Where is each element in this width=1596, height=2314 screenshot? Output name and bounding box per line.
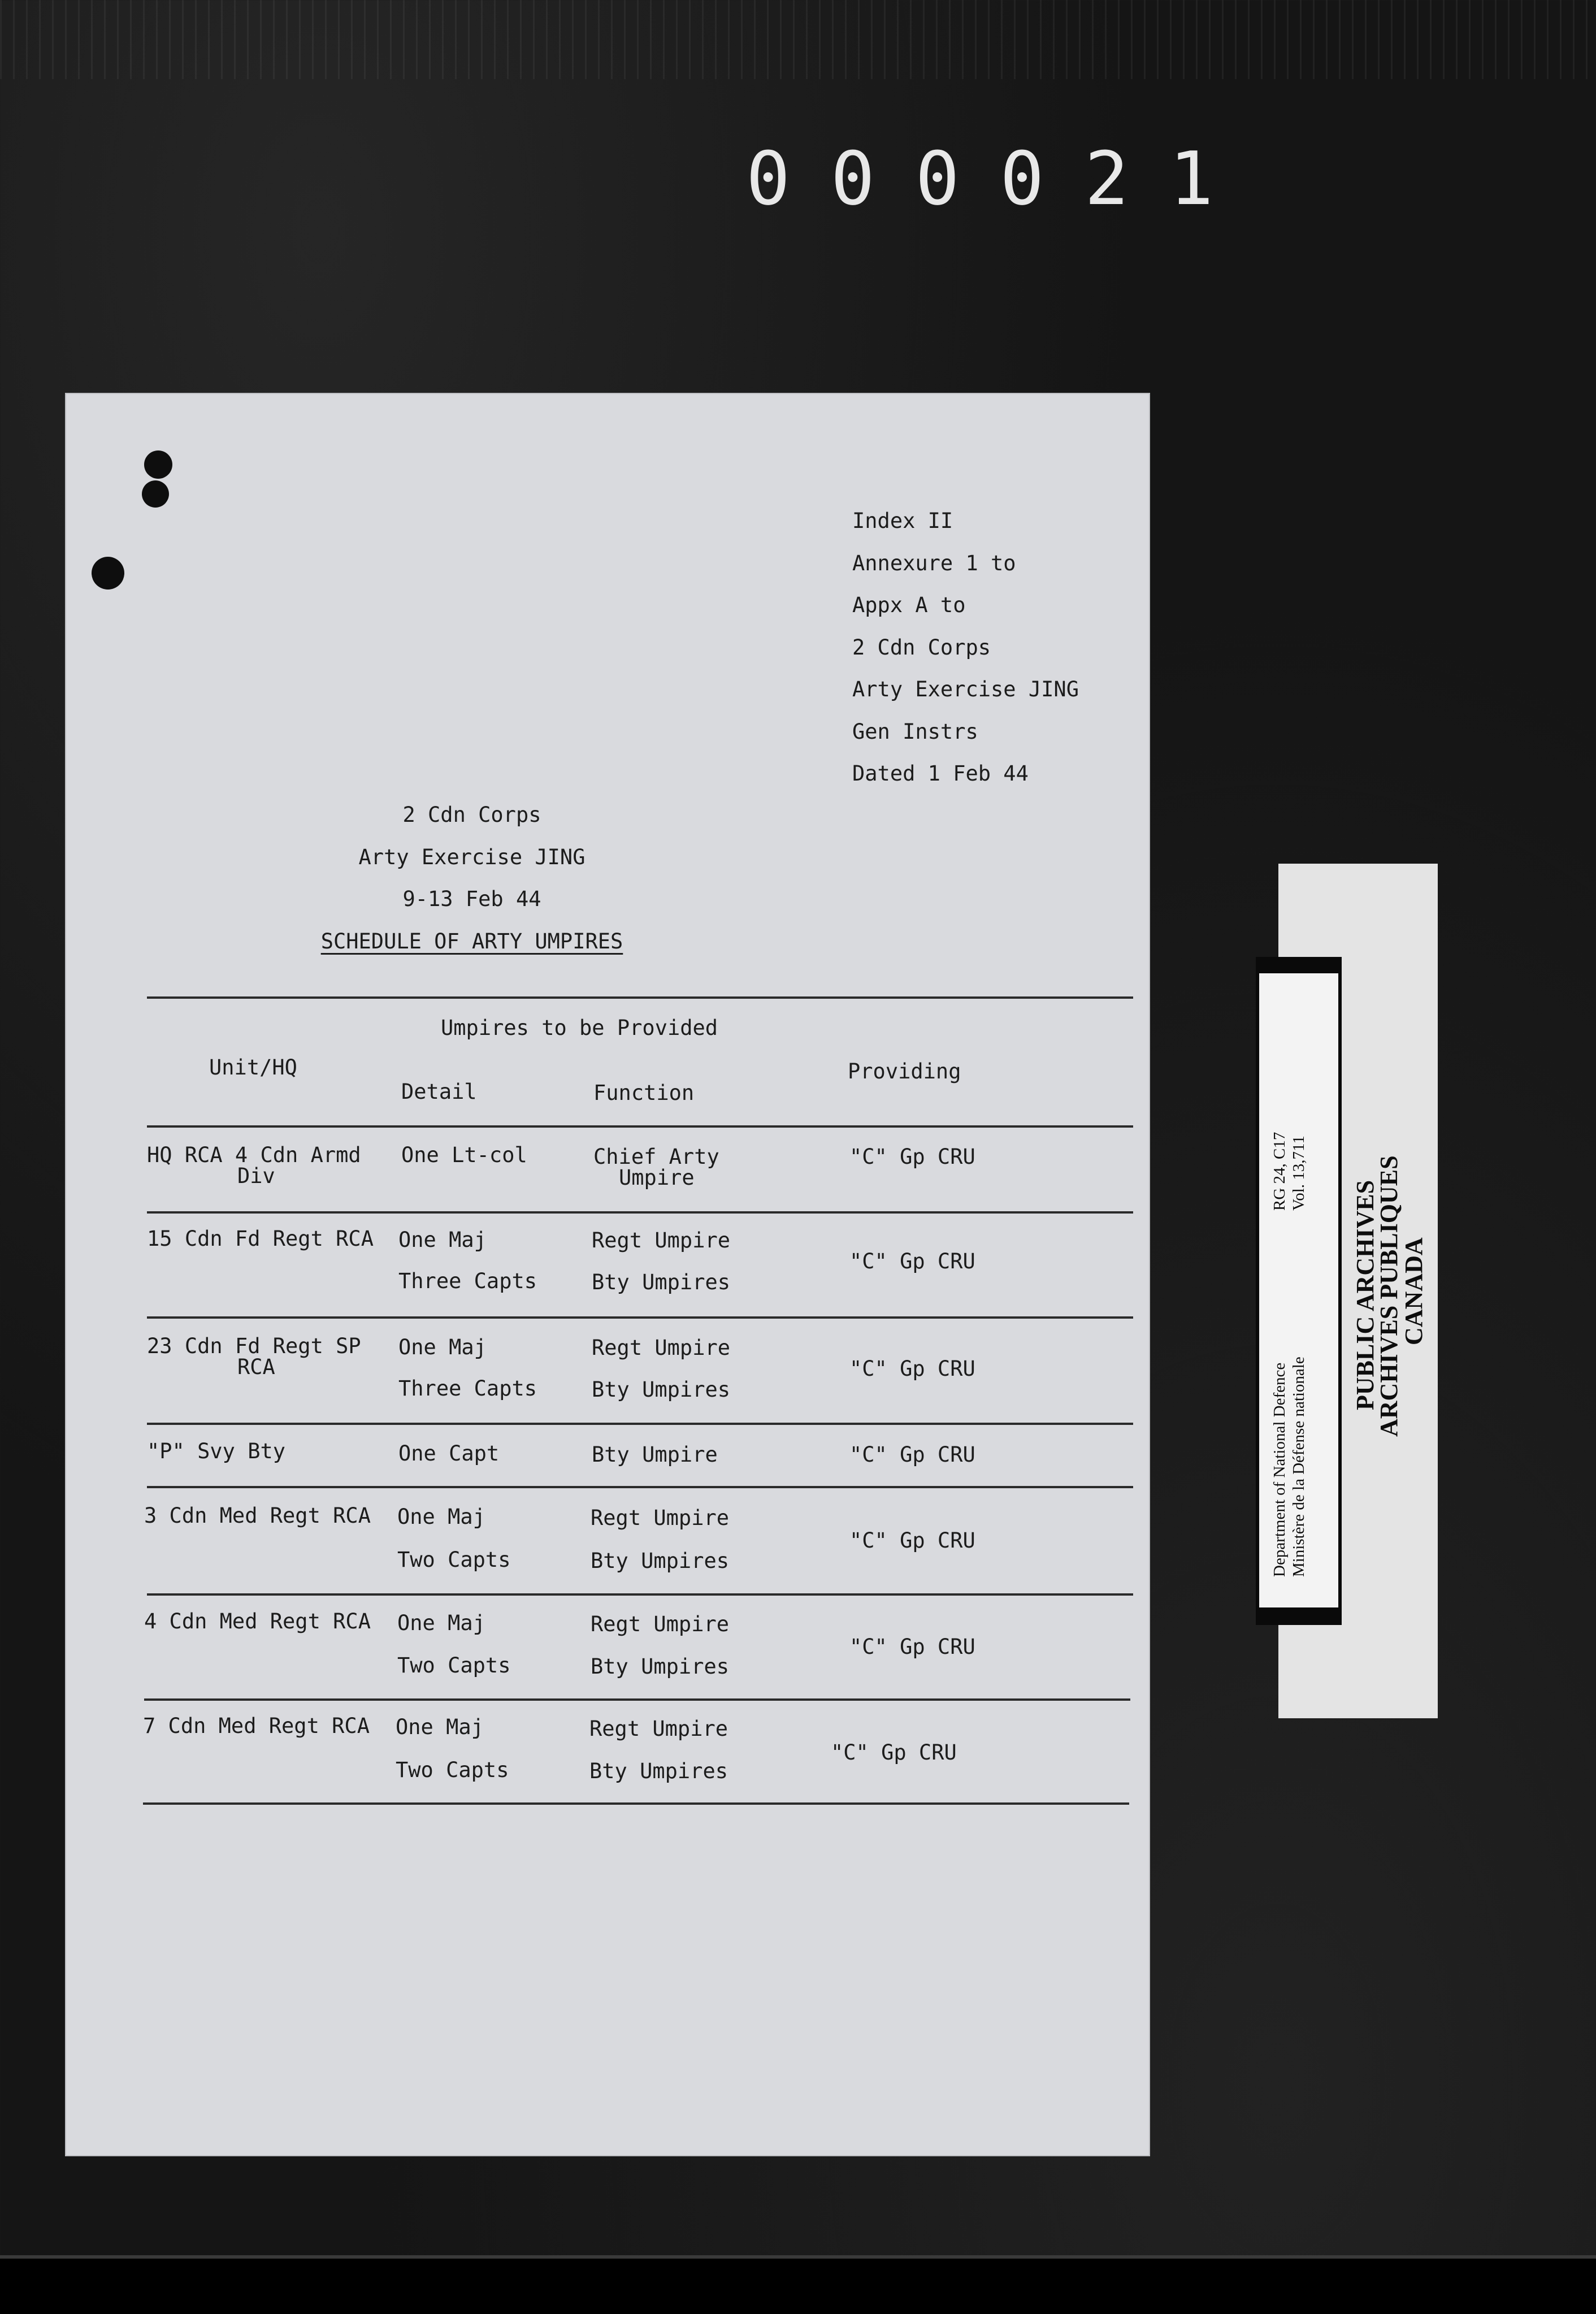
providing-cell: "C" Gp CRU: [849, 1528, 975, 1553]
index-reference: [852, 510, 1079, 805]
function-cell: Bty Umpires: [592, 1377, 731, 1402]
unit-cell: 3 Cdn Med Regt RCA: [144, 1503, 371, 1528]
title-line: Arty Exercise JING: [358, 844, 586, 869]
table-header-rule: [147, 1125, 1133, 1128]
detail-cell: Two Capts: [396, 1758, 509, 1782]
unit-cell: 4 Cdn Med Regt RCA: [144, 1609, 371, 1633]
unit-cell: HQ RCA 4 Cdn Armd Div: [147, 1143, 361, 1188]
document-title: [274, 804, 670, 973]
function-cell: Regt Umpire: [591, 1612, 730, 1636]
unit-cell: 23 Cdn Fd Regt SP RCA: [147, 1334, 361, 1379]
title-line: 9-13 Feb 44: [402, 887, 541, 911]
providing-cell: "C" Gp CRU: [849, 1249, 975, 1273]
archive-stamp-line: CANADA: [1400, 1237, 1428, 1345]
function-cell: Regt Umpire: [592, 1336, 731, 1360]
row-rule: [147, 1593, 1133, 1596]
function-cell: Bty Umpires: [589, 1759, 728, 1783]
unit-cell: 7 Cdn Med Regt RCA: [143, 1714, 370, 1738]
detail-cell: Three Capts: [398, 1376, 537, 1401]
detail-cell: One Lt-col: [401, 1143, 527, 1167]
function-cell: Regt Umpire: [589, 1717, 728, 1741]
detail-cell: One Maj: [398, 1228, 487, 1252]
index-line: Gen Instrs: [852, 719, 978, 744]
index-line: Dated 1 Feb 44: [852, 761, 1029, 786]
punch-hole: [144, 450, 172, 479]
function-cell: Bty Umpires: [591, 1654, 730, 1679]
schedule-heading: SCHEDULE OF ARTY UMPIRES: [320, 929, 623, 954]
providing-cell: "C" Gp CRU: [849, 1145, 975, 1169]
row-rule: [147, 1423, 1133, 1425]
table-bottom-rule: [143, 1802, 1129, 1805]
film-bottom-edge: [0, 2255, 1596, 2314]
function-cell: Regt Umpire: [592, 1228, 731, 1253]
detail-cell: One Maj: [397, 1505, 485, 1529]
providing-cell: "C" Gp CRU: [849, 1635, 975, 1659]
function-cell: Chief Arty Umpire: [593, 1145, 719, 1190]
detail-cell: Three Capts: [398, 1269, 537, 1293]
unit-cell: "P" Svy Bty: [147, 1439, 286, 1463]
department-name-en: Department of National Defence: [1270, 1362, 1289, 1577]
column-header-providing: Providing: [848, 1059, 961, 1084]
column-header-function: Function: [593, 1081, 695, 1105]
row-rule: [144, 1698, 1130, 1701]
index-line: 2 Cdn Corps: [852, 635, 991, 660]
index-line: Appx A to: [852, 593, 966, 617]
index-line: Index II: [852, 509, 953, 533]
detail-cell: One Capt: [398, 1441, 500, 1466]
row-rule: [147, 1316, 1133, 1319]
detail-cell: Two Capts: [397, 1653, 511, 1678]
column-header-detail: Detail: [401, 1080, 477, 1104]
function-cell: Bty Umpires: [592, 1270, 731, 1294]
unit-cell: 15 Cdn Fd Regt RCA: [147, 1227, 374, 1251]
row-rule: [147, 1211, 1133, 1214]
film-edge-speckle: [0, 0, 1596, 79]
detail-cell: Two Capts: [397, 1548, 511, 1572]
archive-stamp-line: PUBLIC ARCHIVES: [1351, 1180, 1379, 1410]
archive-stamp-line: ARCHIVES PUBLIQUES: [1375, 1155, 1403, 1437]
title-line: 2 Cdn Corps: [402, 803, 541, 827]
group-header: Umpires to be Provided: [441, 1016, 718, 1040]
document-page: [65, 393, 1150, 2156]
punch-hole: [92, 557, 124, 590]
table-top-rule: [147, 996, 1133, 999]
archive-reference: RG 24, C17: [1270, 1132, 1289, 1211]
function-cell: Bty Umpires: [591, 1549, 730, 1573]
detail-cell: One Maj: [398, 1335, 487, 1359]
detail-cell: One Maj: [397, 1611, 485, 1635]
function-cell: Regt Umpire: [591, 1506, 730, 1530]
archive-volume: Vol. 13,711: [1290, 1136, 1308, 1211]
function-cell: Bty Umpire: [592, 1442, 718, 1467]
providing-cell: "C" Gp CRU: [849, 1442, 975, 1467]
punch-hole: [142, 480, 169, 508]
index-line: Arty Exercise JING: [852, 677, 1079, 701]
department-name-fr: Ministère de la Défense nationale: [1290, 1357, 1308, 1577]
providing-cell: "C" Gp CRU: [831, 1740, 957, 1765]
frame-number: 000021: [746, 136, 1254, 222]
row-rule: [147, 1486, 1133, 1488]
index-line: Annexure 1 to: [852, 551, 1016, 575]
providing-cell: "C" Gp CRU: [849, 1357, 975, 1381]
detail-cell: One Maj: [396, 1715, 484, 1739]
column-header-unit: Unit/HQ: [209, 1055, 297, 1080]
